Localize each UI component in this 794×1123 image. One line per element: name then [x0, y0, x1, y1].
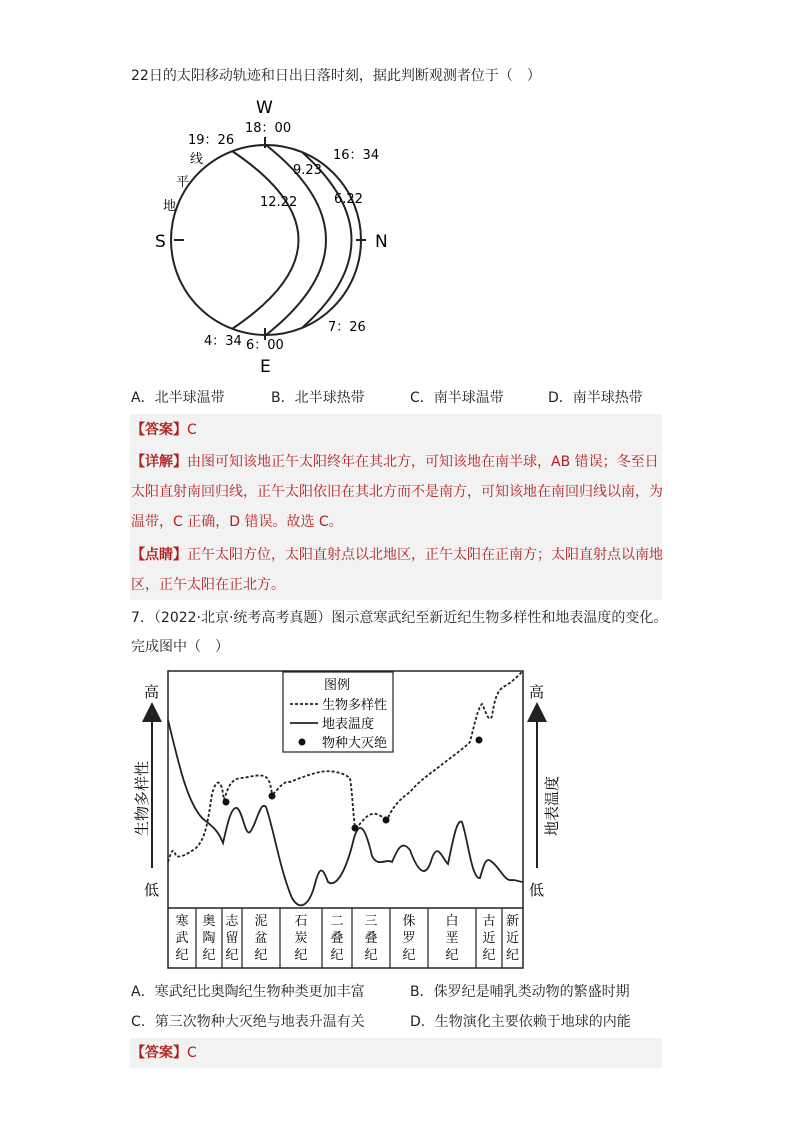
question-7-stem-line-1: 7．（2022·北京·统考高考真题）图示意寒武纪至新近纪生物多样性和地表温度的变化。	[131, 610, 668, 626]
period-label-char: 纪	[225, 948, 239, 963]
note-text-1: 正午太阳方位，太阳直射点以北地区，正午太阳在正南方；太阳直射点以南地	[187, 547, 663, 563]
q6-option-c: C．南半球温带	[410, 390, 504, 406]
q6-option-d: D．南半球热带	[548, 390, 643, 406]
date-622: 6.22	[334, 192, 363, 207]
q6-option-b: B．北半球热带	[271, 390, 365, 406]
sun-path-622	[303, 153, 352, 327]
q7-answer-panel	[130, 1038, 662, 1068]
q6-note-line-1	[131, 545, 663, 565]
period-label-char: 纪	[505, 948, 520, 963]
q7-answer	[131, 1043, 197, 1063]
detail-text-1: 由图可知该地正午太阳终年在其北方，可知该地在南半球，AB 错误；冬至日	[187, 454, 659, 470]
q6-note-line-2: 区，正午太阳在正北方。	[131, 577, 285, 593]
period-label-char: 叠	[364, 931, 378, 946]
period-label-char: 纪	[175, 948, 189, 963]
period-label-char: 近	[482, 931, 496, 946]
legend-dot-sample	[299, 739, 306, 746]
q6-detail-line-3: 温带，C 正确，D 错误。故选 C。	[131, 514, 343, 530]
period-label-char: 奥	[202, 914, 216, 929]
right-axis-label: 地表温度	[543, 775, 561, 836]
time-434: 4：34	[204, 334, 242, 349]
q7-option-a: A．寒武纪比奥陶纪生物种类更加丰富	[131, 984, 365, 1000]
period-label-char: 近	[505, 931, 520, 946]
period-label-char: 纪	[294, 948, 308, 963]
period-labels	[175, 913, 519, 963]
date-923: 9.23	[293, 163, 322, 178]
period-label-char: 垩	[445, 931, 459, 946]
period-label-char: 石	[294, 914, 308, 929]
extinction-dot	[352, 825, 359, 832]
period-label-char: 盆	[254, 931, 268, 946]
time-726: 7：26	[328, 320, 366, 335]
legend-title: 图例	[324, 678, 351, 693]
extinction-dot	[269, 793, 276, 800]
period-label-char: 陶	[202, 931, 216, 946]
label-w: W	[256, 98, 273, 118]
q6-detail-line-1	[131, 452, 659, 472]
period-label-char: 纪	[364, 948, 378, 963]
q6-option-a: A．北半球温带	[131, 390, 225, 406]
geologic-chart	[125, 664, 565, 974]
q7-option-c: C．第三次物种大灭绝与地表升温有关	[131, 1014, 365, 1030]
period-label-char: 志	[225, 914, 239, 929]
question-7-stem-line-2: 完成图中（ ）	[131, 639, 229, 655]
right-axis-low: 低	[529, 881, 545, 899]
q7-option-b: B．侏罗纪是哺乳类动物的繁盛时期	[410, 984, 630, 1000]
q6-detail-line-2: 太阳直射南回归线，正午太阳依旧在其北方而不是南方，可知该地在南回归线以南，为	[131, 484, 663, 500]
extinction-dot	[383, 817, 390, 824]
period-label-char: 留	[225, 931, 239, 946]
period-label-char: 叠	[330, 931, 344, 946]
time-1926: 19：26	[188, 133, 235, 148]
q7-answer-value: C	[187, 1045, 197, 1061]
date-1222: 12.22	[260, 195, 298, 210]
period-label-char: 侏	[402, 914, 416, 929]
horizon-label-1: 线	[190, 152, 204, 167]
answer-value: C	[187, 422, 197, 438]
period-label-char: 纪	[402, 948, 416, 963]
period-label-char: 白	[445, 914, 459, 929]
horizon-label-3: 地	[163, 199, 177, 214]
period-label-char: 纪	[202, 948, 216, 963]
period-label-char: 二	[330, 914, 344, 929]
legend-temperature: 地表温度	[322, 717, 375, 732]
time-1800: 18：00	[245, 121, 292, 136]
left-axis-low: 低	[144, 881, 160, 899]
extinction-dot	[223, 799, 230, 806]
answer-label: 【答案】	[131, 422, 187, 438]
period-label-char: 泥	[254, 914, 268, 929]
period-label-char: 炭	[294, 931, 308, 946]
sun-path-diagram	[150, 92, 400, 377]
horizon-circle	[171, 145, 361, 335]
q6-answer	[131, 420, 197, 440]
q6-answer-panel	[130, 414, 662, 600]
question-6-stem: 22日的太阳移动轨迹和日出日落时刻，据此判断观测者位于（ ）	[131, 68, 541, 84]
q7-option-d: D．生物演化主要依赖于地球的内能	[410, 1014, 631, 1030]
note-label: 【点睛】	[131, 547, 187, 563]
left-axis-label: 生物多样性	[133, 760, 151, 836]
period-label-char: 新	[505, 914, 520, 929]
legend-extinction: 物种大灭绝	[322, 736, 388, 751]
period-label-char: 纪	[254, 948, 268, 963]
period-label-char: 古	[482, 914, 496, 929]
period-label-char: 武	[175, 931, 189, 946]
horizon-label-2: 平	[176, 175, 190, 190]
extinction-dot	[476, 737, 483, 744]
time-1634: 16：34	[333, 148, 380, 163]
label-s: S	[155, 232, 166, 252]
label-n: N	[375, 232, 388, 252]
period-label-char: 纪	[445, 948, 459, 963]
period-label-char: 纪	[330, 948, 344, 963]
period-label-char: 纪	[482, 948, 496, 963]
right-axis-high: 高	[529, 683, 545, 701]
detail-label: 【详解】	[131, 454, 187, 470]
q7-answer-label: 【答案】	[131, 1045, 187, 1061]
period-label-char: 寒	[175, 914, 189, 929]
period-label-char: 罗	[402, 931, 416, 946]
left-axis-high: 高	[144, 683, 160, 701]
label-e: E	[260, 357, 271, 377]
sun-path-1222	[232, 151, 299, 329]
period-label-char: 三	[364, 914, 378, 929]
time-600: 6：00	[246, 338, 284, 353]
legend-biodiversity: 生物多样性	[322, 698, 388, 713]
